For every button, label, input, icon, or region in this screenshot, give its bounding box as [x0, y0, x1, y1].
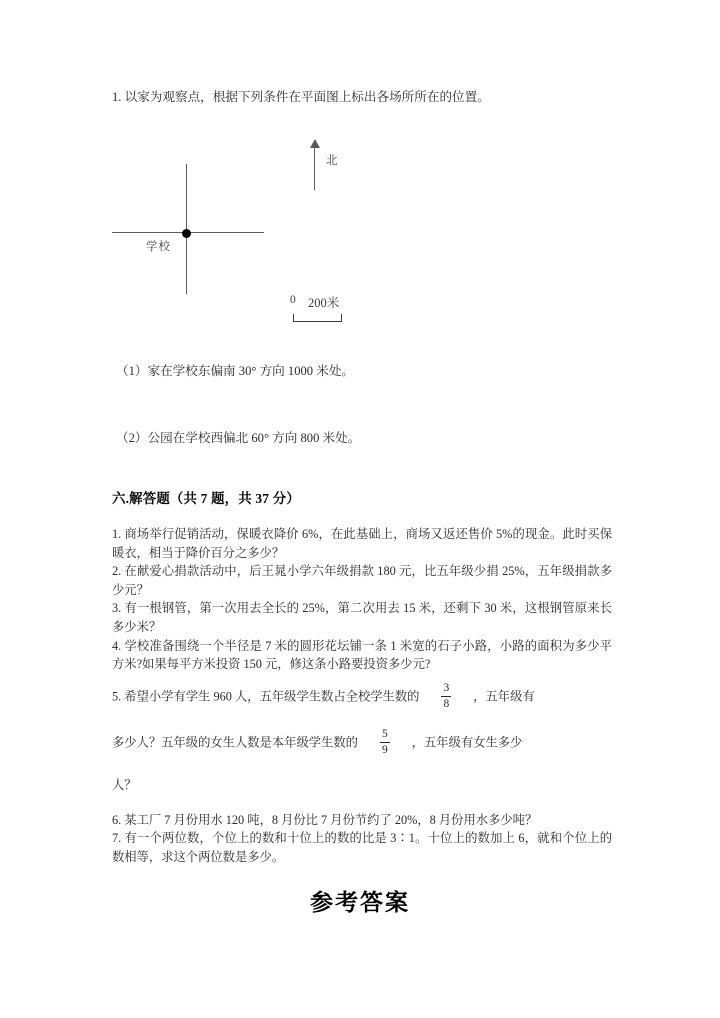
problem-3: 3. 有一根钢管，第一次用去全长的 25%，第二次用去 15 米，还剩下 30 米，这根钢管原来长多少米？ — [112, 601, 612, 634]
fraction-denominator: 9 — [381, 744, 388, 757]
problem-list — [112, 525, 612, 866]
north-arrow-shaft-icon — [314, 146, 315, 190]
fraction-denominator: 8 — [443, 697, 450, 710]
scale-zero-label: 0 — [290, 294, 296, 306]
problem-5-line-3: 人？ — [112, 777, 137, 792]
fraction-numerator: 3 — [443, 681, 450, 694]
problem-7: 7. 有一个两位数，个位上的数和十位上的数的比是 3∶1。十位上的数加上 6，就和个位上的数相等，求这个两位数是多少。 — [112, 831, 612, 864]
problem-5-line-2 — [112, 729, 612, 758]
section-header-six: 六.解答题（共 7 题，共 37 分） — [112, 491, 300, 506]
reference-answers-title: 参考答案 — [310, 890, 410, 915]
fraction-three-eighths — [441, 682, 451, 711]
position-map-diagram — [112, 132, 412, 332]
school-point-marker — [182, 229, 191, 238]
map-scale-bar — [290, 294, 400, 330]
school-label: 学校 — [146, 241, 171, 253]
fraction-five-ninths — [380, 728, 390, 757]
scale-bar-rule — [293, 314, 342, 322]
problem-4: 4. 学校准备围绕一个半径是 7 米的圆形花坛铺一条 1 米宽的石子小路，小路的面积为多少平方米?如果每平方米投资 150 元，修这条小路要投资多少元? — [112, 638, 612, 672]
problem-1: 1. 商场举行促销活动，保暖衣降价 6%，在此基础上，商场又返还售价 5%的现金。此时买保暖衣，相当于降价百分之多少？ — [112, 527, 612, 560]
scale-value-label: 200米 — [308, 296, 340, 310]
problem-6: 6. 某工厂 7 月份用水 120 吨，8 月份比 7 月份节约了 20%，8 月份用水多少吨？ — [112, 812, 538, 827]
problem-5-line-1 — [112, 683, 612, 712]
north-label: 北 — [326, 155, 338, 167]
problem-5-text-part-1: 5. 希望小学有学生 960 人，五年级学生数占全校学生数的 — [112, 689, 420, 704]
north-arrow-icon — [308, 138, 368, 196]
fraction-numerator: 5 — [381, 728, 388, 741]
question-1-sub-1: （1）家在学校东偏南 30° 方向 1000 米处。 — [116, 364, 355, 378]
question-1-prompt: 1. 以家为观察点，根据下列条件在平面图上标出各场所所在的位置。 — [112, 90, 490, 104]
question-1-sub-2: （2）公园在学校西偏北 60° 方向 800 米处。 — [116, 431, 361, 445]
problem-5-text-part-2: ，五年级有 — [473, 689, 535, 704]
problem-5-text-part-4: ，五年级有女生多少 — [411, 735, 523, 750]
problem-2: 2. 在献爱心捐款活动中，后王晁小学六年级捐款 180 元，比五年级少捐 25%，五年级捐款多少元？ — [112, 564, 612, 597]
problem-5-text-part-3: 多少人？五年级的女生人数是本年级学生数的 — [112, 735, 358, 750]
